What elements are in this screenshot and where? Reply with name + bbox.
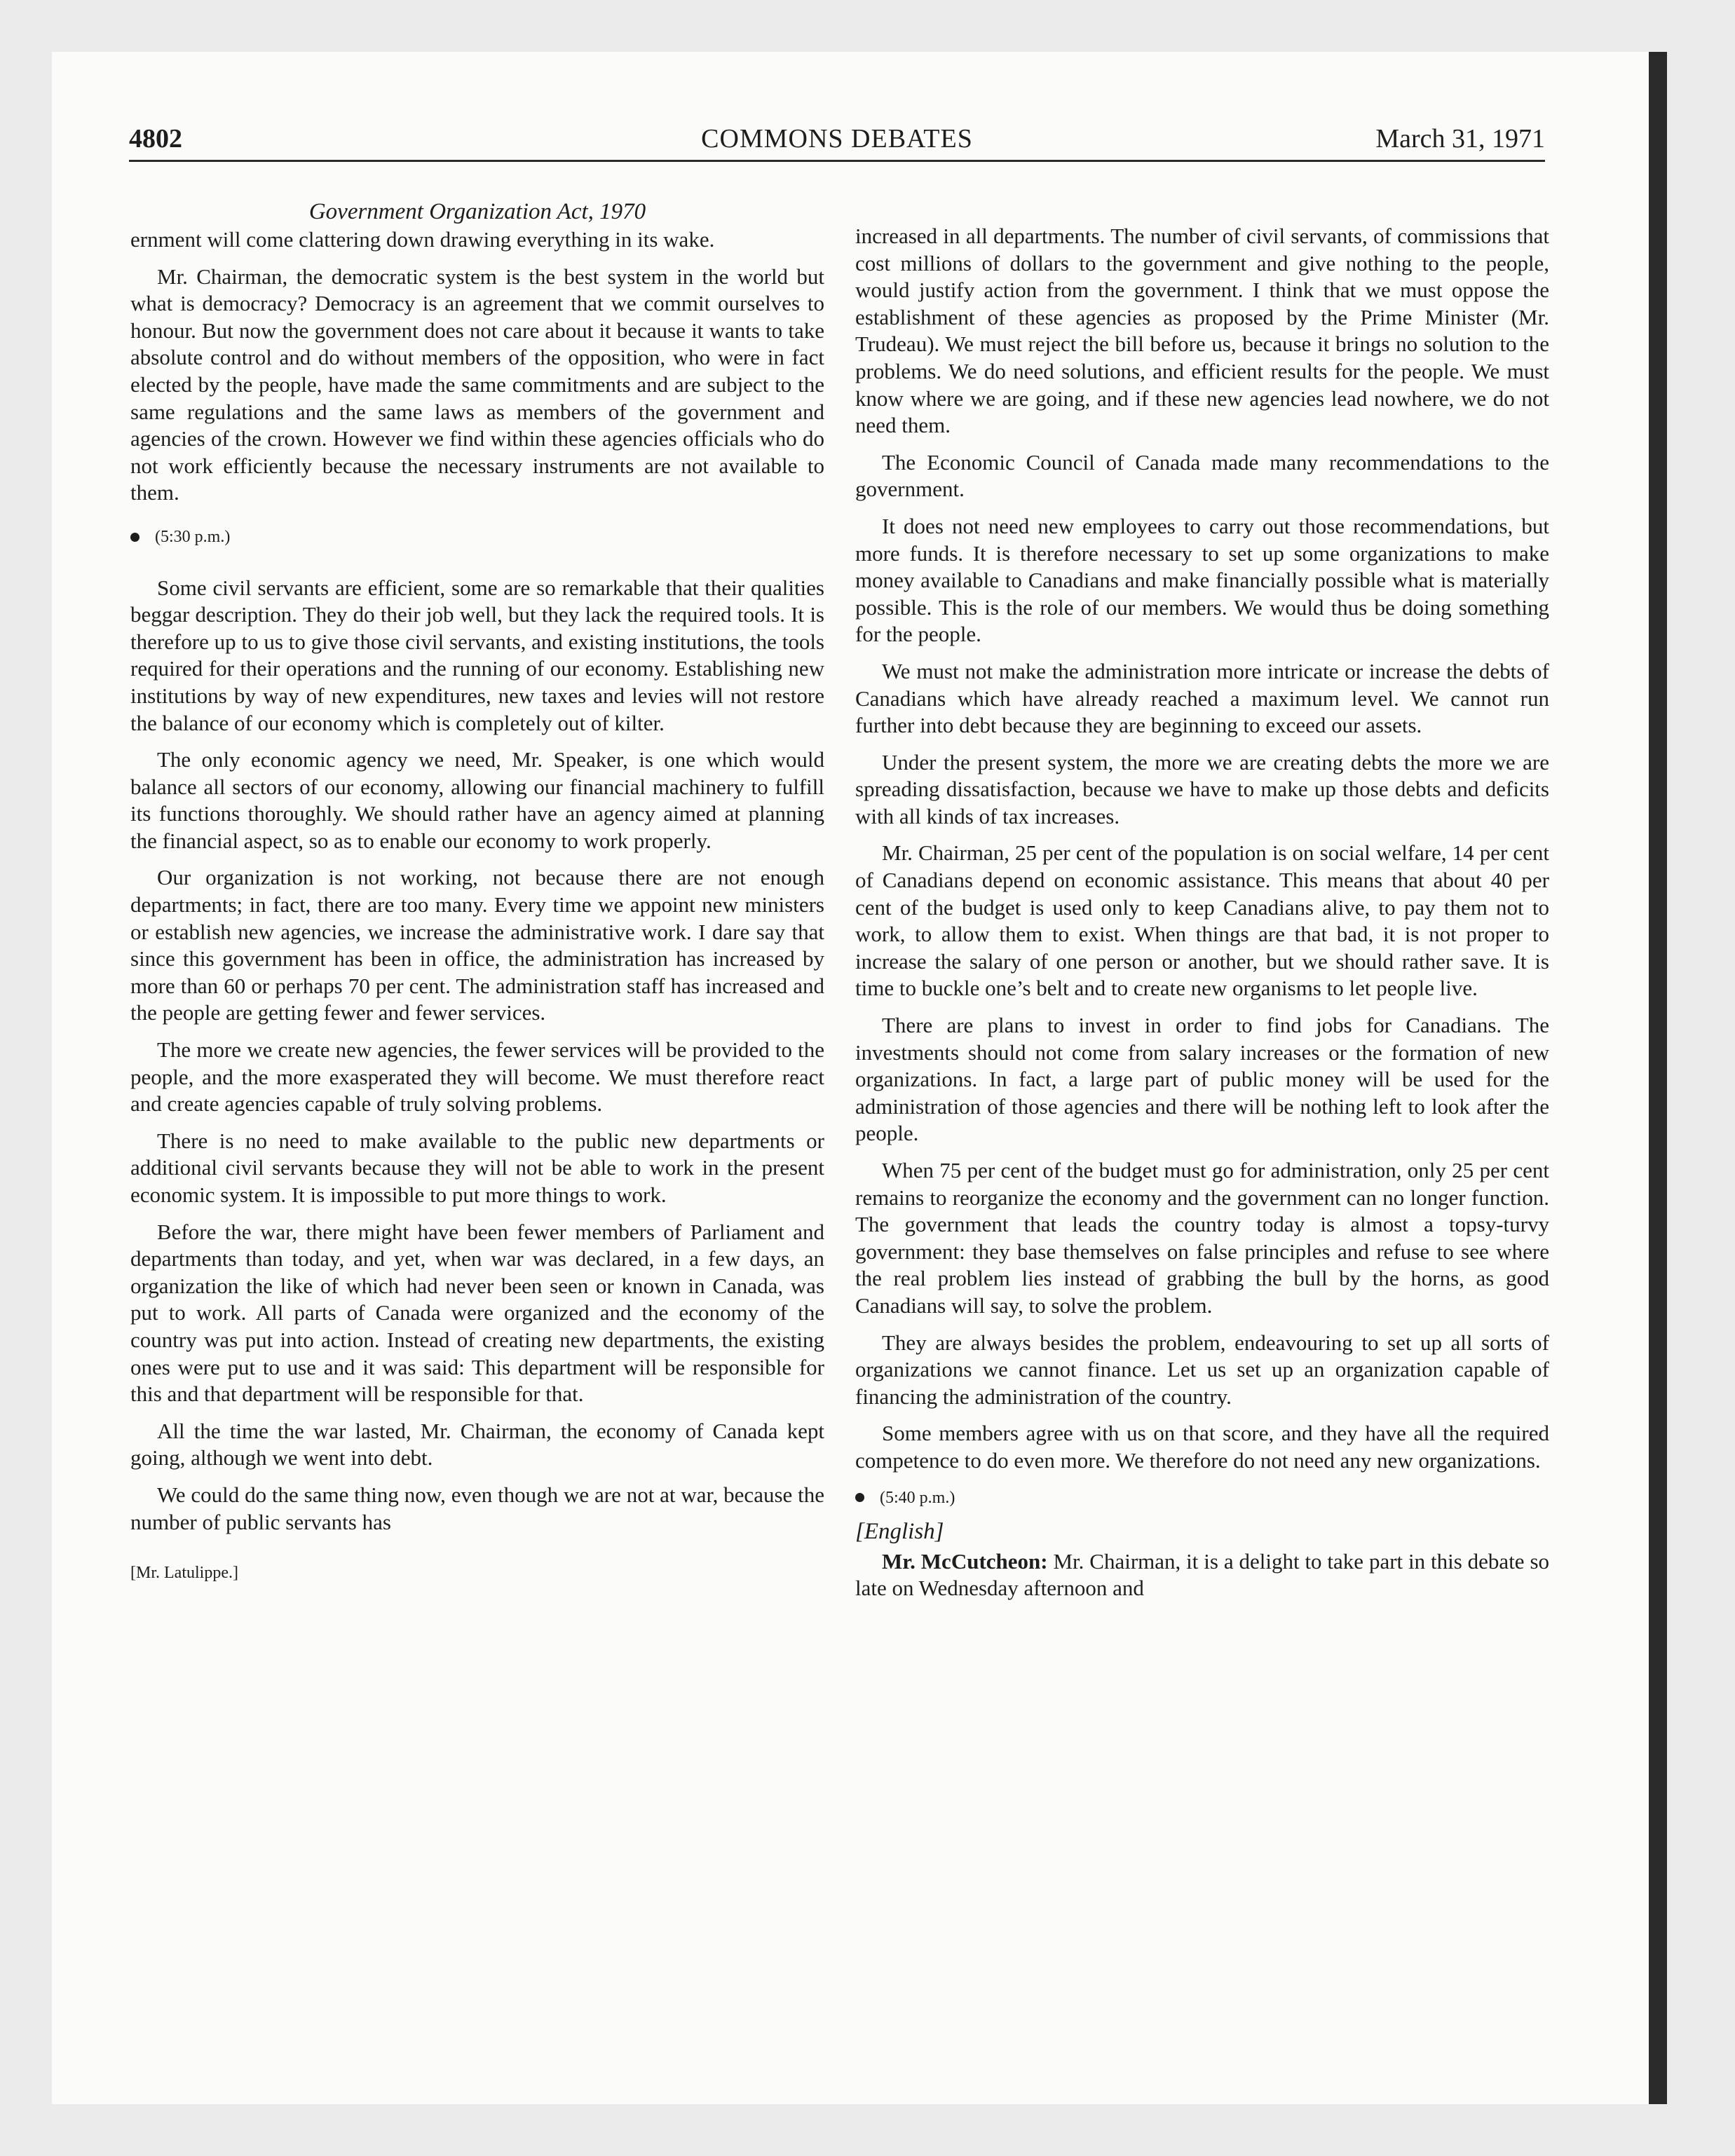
page-number: 4802 xyxy=(129,124,182,153)
time-marker xyxy=(130,524,824,551)
paragraph: Mr. Chairman, 25 per cent of the population is on social welfare, 14 per cent of Canadians depend on economic assistance. This means that about 40 per cent of the budget is used only to keep Canadians alive, to pay them not to work, to allow them to exist. When things are that bad, it is not proper to increase the salary of one person or another, but we should rather save. It is time to buckle one’s belt and to create new organisms to let people live. xyxy=(855,840,1549,1001)
speaker-name: Mr. McCutcheon: xyxy=(882,1548,1048,1574)
paragraph xyxy=(855,1548,1549,1602)
right-column xyxy=(855,223,1549,1612)
paragraph: Some civil servants are efficient, some are so remarkable that their qualities beggar description. They do their job well, but they lack the required tools. It is therefore up to us to give those civil servants, and existing institutions, the tools required for their operations and the running of our economy. Establishing new institutions by way of new expenditures, new taxes and levies will not restore the balance of our economy which is completely out of kilter. xyxy=(130,575,824,735)
bullet-dot-icon xyxy=(130,533,140,542)
time-marker-text: (5:30 p.m.) xyxy=(155,527,231,546)
paragraph: ernment will come clattering down drawing everything in its wake. xyxy=(130,227,715,252)
paragraph: The Economic Council of Canada made many recommendations to the government. xyxy=(855,449,1549,502)
paragraph: Under the present system, the more we are creating debts the more we are spreading dissatisfaction, because we have to make up those debts and deficits with all kinds of tax increases. xyxy=(855,749,1549,828)
paragraph: There are plans to invest in order to find jobs for Canadians. The investments should not come from salary increases or the formation of new organizations. In fact, a large part of public money will be used for the administration of those agencies and there will be nothing left to look after the people. xyxy=(855,1013,1549,1146)
paragraph: Mr. Chairman, the democratic system is the best system in the world but what is democracy? Democracy is an agreement that we commit ourselves to honour. But now the government does not care about it because it wants to take absolute control and do without members of the opposition, who were in fact elected by the people, have made the same commitments and are subject to the same regulations and the same laws as members of the government and agencies of the crown. However we find within these agencies officials who do not work efficiently because the necessary instruments are not available to them. xyxy=(130,264,824,505)
page-header xyxy=(129,123,1545,161)
paragraph: The more we create new agencies, the fewer services will be provided to the people, and the more exasperated they will become. We must therefore react and create agencies capable of truly solving problems. xyxy=(130,1037,824,1117)
header-rule xyxy=(129,160,1545,162)
paragraph: It does not need new employees to carry out those recommendations, but more funds. It is therefore necessary to set up some organizations to make money available to Canadians and make financially possible what is materially possible. This is the role of our members. We would thus be doing something for the people. xyxy=(855,513,1549,647)
bullet-dot-icon xyxy=(855,1493,864,1502)
paragraph: Before the war, there might have been fewer members of Parliament and departments than today, and yet, when war was declared, in a few days, an organization the like of which had never been seen or known in Canada, was put to work. All parts of Canada were organized and the economy of the country was put into action. Instead of creating new departments, the existing ones were put to use and it was said: This department will be responsible for this and that department will be responsible for that. xyxy=(130,1219,824,1407)
paragraph: We could do the same thing now, even though we are not at war, because the number of public servants has xyxy=(130,1482,824,1534)
page-date: March 31, 1971 xyxy=(1375,124,1545,153)
paragraph: Our organization is not working, not because there are not enough departments; in fact, there are too many. Every time we appoint new ministers or establish new agencies, we increase the administrative work. I dare say that since this government has been in office, the administration has increased by more than 60 or perhaps 70 per cent. The administration staff has increased and the people are getting fewer and fewer services. xyxy=(130,865,824,1025)
running-title: Government Organization Act, 1970 xyxy=(308,199,646,224)
speech-text: Mr. Chairman, it is a delight to take part in this debate so late on Wednesday afternoon and xyxy=(855,1548,1550,1601)
paragraph: increased in all departments. The number of civil servants, of commissions that cost millions of dollars to the government and give nothing to the people, would justify action from the government. I think that we must oppose the establishment of these agencies as proposed by the Prime Minister (Mr. Trudeau). We must reject the bill before us, because it brings no solution to the problems. We do need solutions, and efficient results for the people. We must know where we are going, and if these new agencies lead nowhere, we do not need them. xyxy=(855,224,1549,438)
time-marker xyxy=(855,1485,1549,1512)
speaker-attribution: [Mr. Latulippe.] xyxy=(130,1564,238,1583)
paragraph: When 75 per cent of the budget must go for administration, only 25 per cent remains to reorganize the economy and the government can no longer function. The government that leads the country today is almost a topsy-turvy government: they base themselves on false principles and refuse to see where the real problem lies instead of grabbing the bull by the horns, as good Canadians will say, to solve the problem. xyxy=(855,1158,1549,1318)
paragraph: They are always besides the problem, endeavouring to set up all sorts of organizations we cannot finance. Let us set up an organization capable of financing the administration of the country. xyxy=(855,1330,1549,1409)
scan-edge-shadow xyxy=(1649,52,1667,2104)
paragraph: Some members agree with us on that score, and they have all the required competence to do even more. We therefore do not need any new organizations. xyxy=(855,1421,1549,1473)
paragraph: We must not make the administration more intricate or increase the debts of Canadians which have already reached a maximum level. We cannot run further into debt because they are beginning to exceed our assets. xyxy=(855,658,1549,738)
paragraph: The only economic agency we need, Mr. Speaker, is one which would balance all sectors of our economy, allowing our financial machinery to fulfill its functions thoroughly. We should rather have an agency aimed at planning the financial aspect, so as to enable our economy to work properly. xyxy=(130,747,824,853)
paragraph: There is no need to make available to the public new departments or additional civil servants because they will not be able to work in the present economic system. It is impossible to put more things to work. xyxy=(130,1128,824,1207)
left-column xyxy=(130,198,824,1587)
paragraph: All the time the war lasted, Mr. Chairman, the economy of Canada kept going, although we went into debt. xyxy=(130,1418,824,1471)
time-marker-text: (5:40 p.m.) xyxy=(880,1488,955,1507)
publication-title: COMMONS DEBATES xyxy=(701,124,973,153)
language-marker: [English] xyxy=(855,1519,944,1545)
